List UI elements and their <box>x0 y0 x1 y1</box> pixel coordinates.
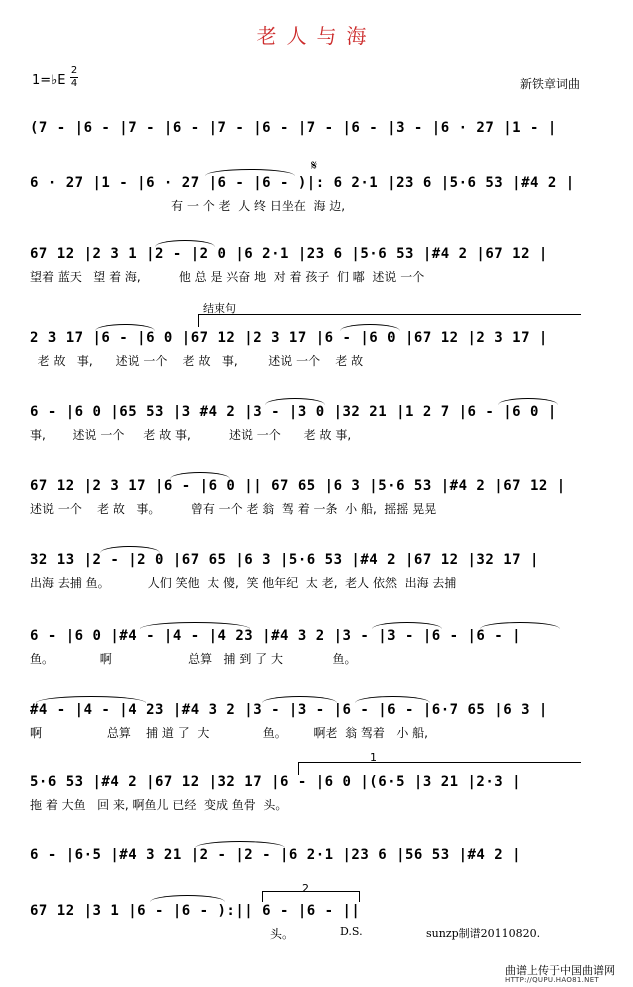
tie-mark <box>340 324 400 331</box>
tie-mark <box>262 696 337 703</box>
notation-line: (7 - |6 - |7 - |6 - |7 - |6 - |7 - |6 - |3 - |6 · 27 |1 - | <box>30 120 557 136</box>
final-lyric: 头。 <box>270 927 295 941</box>
notation-line: 2 3 17 |6 - |6 0 |67 12 |2 3 17 |6 - |6 0 |67 12 |2 3 17 | <box>30 330 548 346</box>
tie-mark <box>36 696 146 703</box>
tie-mark <box>155 240 215 247</box>
notation-line: 6 · 27 |1 - |6 · 27 |6 - |6 - )|: 6 2·1 |23 6 |5·6 53 |#4 2 | <box>30 175 575 191</box>
notation-line: #4 - |4 - |4 23 |#4 3 2 |3 - |3 - |6 - |6 - |6·7 65 |6 3 | <box>30 702 548 718</box>
lyrics-line: 鱼。 啊 总算 捕 到 了 大 鱼。 <box>30 652 357 666</box>
tie-mark <box>170 472 230 479</box>
notation-line: 6 - |6 0 |65 53 |3 #4 2 |3 - |3 0 |32 21 |1 2 7 |6 - |6 0 | <box>30 404 557 420</box>
tie-mark <box>95 324 155 331</box>
notation-line: 67 12 |2 3 17 |6 - |6 0 || 67 65 |6 3 |5·6 53 |#4 2 |67 12 | <box>30 478 566 494</box>
lyrics-line: 述说 一个 老 故 事。 曾有 一个 老 翁 驾 着 一条 小 船, 摇摇 晃晃 <box>30 502 437 516</box>
end-phrase-label: 结束句 <box>203 302 236 315</box>
second-ending-bracket <box>262 891 360 902</box>
lyrics-line: 望着 蓝天 望 着 海, 他 总 是 兴奋 地 对 着 孩子 们 嘟 述说 一个 <box>30 270 425 284</box>
notation-line: 5·6 53 |#4 2 |67 12 |32 17 |6 - |6 0 |(6·5 |3 21 |2·3 | <box>30 774 522 790</box>
time-signature-bottom: 4 <box>70 78 78 89</box>
tie-mark <box>195 841 285 848</box>
tie-mark <box>100 546 160 553</box>
tie-mark <box>265 398 325 405</box>
lyrics-line: 有 一 个 老 人 终 日坐在 海 边, <box>30 199 346 213</box>
lyrics-line: 啊 总算 捕 道 了 大 鱼。 啊老 翁 驾着 小 船, <box>30 726 428 740</box>
first-ending-number: 1 <box>370 751 377 764</box>
second-ending-number: 2 <box>302 882 309 895</box>
composer-credit: 新铁章词曲 <box>520 77 581 91</box>
key-signature: 1=♭E <box>32 73 66 88</box>
tie-mark <box>498 398 558 405</box>
watermark-title: 曲谱上传于中国曲谱网 <box>505 964 615 977</box>
tie-mark <box>355 696 430 703</box>
watermark-url: HTTP://QUPU.HAO81.NET <box>505 976 599 984</box>
tie-mark <box>372 622 442 629</box>
tie-mark <box>480 622 560 629</box>
lyrics-line: 事, 述说 一个 老 故 事, 述说 一个 老 故 事, <box>30 428 352 442</box>
tie-mark <box>205 169 295 176</box>
tie-mark <box>150 895 225 902</box>
notation-line: 67 12 |2 3 1 |2 - |2 0 |6 2·1 |23 6 |5·6 53 |#4 2 |67 12 | <box>30 246 548 262</box>
notation-line: 67 12 |3 1 |6 - |6 - ):|| 6 - |6 - || <box>30 903 361 919</box>
transcriber-credit: sunzp制谱20110820. <box>426 927 541 940</box>
notation-line: 6 - |6·5 |#4 3 21 |2 - |2 - |6 2·1 |23 6 |56 53 |#4 2 | <box>30 847 522 863</box>
lyrics-line: 出海 去捕 鱼。 人们 笑他 太 傻, 笑 他年纪 太 老, 老人 依然 出海 去捕 <box>30 576 457 590</box>
lyrics-line: 拖 着 大鱼 回 来, 啊鱼儿 已经 变成 鱼骨 头。 <box>30 798 288 812</box>
time-signature-top: 2 <box>70 65 78 76</box>
tie-mark <box>140 622 250 629</box>
notation-line: 6 - |6 0 |#4 - |4 - |4 23 |#4 3 2 |3 - |3 - |6 - |6 - | <box>30 628 522 644</box>
ds-marking: D.S. <box>340 925 363 938</box>
lyrics-line: 老 故 事, 述说 一个 老 故 事, 述说 一个 老 故 <box>30 354 364 368</box>
notation-line: 32 13 |2 - |2 0 |67 65 |6 3 |5·6 53 |#4 2 |67 12 |32 17 | <box>30 552 539 568</box>
segno-icon: 𝄋 <box>311 158 318 174</box>
page-title: 老人与海 <box>256 24 377 48</box>
